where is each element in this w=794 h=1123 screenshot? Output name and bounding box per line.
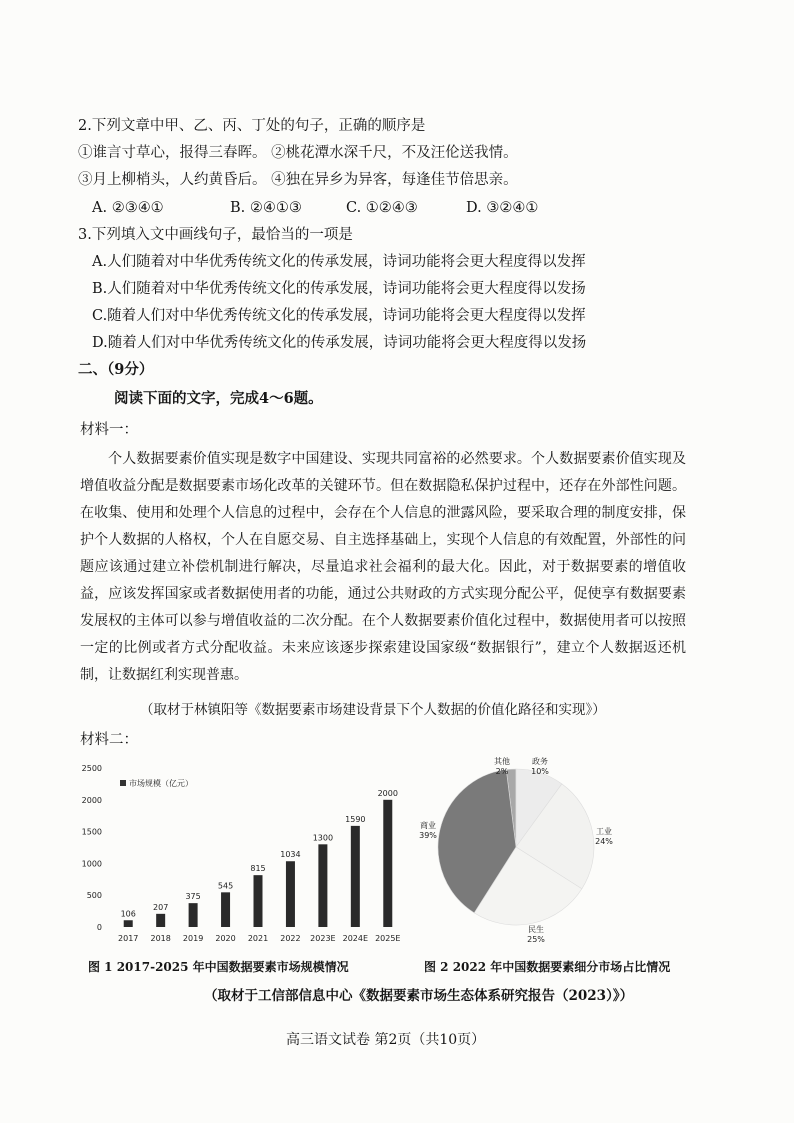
x-tick-label: 2018: [150, 934, 171, 943]
slice-label-qita: 其他: [494, 757, 510, 766]
x-tick-label: 2017: [118, 934, 139, 943]
q2-line2: ③月上柳梢头，人约黄昏后。 ④独在异乡为异客，每逢佳节倍思亲。: [78, 172, 518, 188]
bar-value-label: 106: [120, 909, 136, 919]
bar-value-label: 815: [250, 864, 266, 874]
bar: [156, 914, 165, 927]
bar-series: [121, 789, 398, 927]
bar-value-label: 207: [153, 902, 169, 912]
q3-option-c: C.随着人们对中华优秀传统文化的传承发展，诗词功能将会更大程度得以发挥: [92, 308, 586, 324]
figure1-caption: 图 1 2017-2025 年中国数据要素市场规模情况: [88, 960, 349, 974]
material1-label: 材料一：: [80, 422, 138, 438]
x-tick-label: 2022: [280, 934, 301, 943]
bar: [221, 892, 230, 927]
bar: [318, 844, 327, 927]
bar: [124, 920, 133, 927]
material1-source: （取材于林镇阳等《数据要素市场建设背景下个人数据的价值化路径和实现》）: [140, 702, 606, 718]
material1-body: [80, 446, 686, 689]
material1-text: 个人数据要素价值实现是数字中国建设、实现共同富裕的必然要求。个人数据要素价值实现及增值收益分配是数据要素市场化改革的关键环节。但在数据隐私保护过程中，还存在外部性问题。在收集、使用和处理个人信息的过程中，会存在个人信息的泄露风险，要采取合理的制度安排，保护个人数据的人格权，个人在自愿交易、自主选择基础上，实现个人信息的有效配置，外部性的问题应该通过建立补偿机制进行解决，尽量追求社会福利的最大化。因此，对于数据要素的增值收益，应该发挥国家或者数据使用者的功能，通过公共财政的方式实现分配公平，促使享有数据要素发展权的主体可以参与增值收益的二次分配。在个人数据要素价值化过程中，数据使用者可以按照一定的比例或者方式分配收益。未来应该逐步探索建设国家级“数据银行”，建立个人数据返还机制，让数据红利实现普惠。: [80, 451, 686, 683]
x-tick-label: 2019: [182, 934, 204, 943]
bar: [351, 826, 360, 927]
slice-label-gongye: 工业: [596, 827, 612, 836]
bar: [189, 903, 198, 927]
q2-option-b: B. ②④①③: [230, 200, 302, 216]
slice-label-shangye: 商业: [420, 821, 436, 830]
y-tick-label: 2500: [81, 764, 102, 773]
bar: [383, 800, 392, 927]
slice-pct-shangye: 39%: [419, 831, 437, 840]
bar: [286, 861, 295, 927]
slice-pct-qita: 2%: [495, 767, 509, 776]
bar-value-label: 1300: [312, 833, 334, 843]
pie-slices: [438, 769, 594, 925]
bar-value-label: 545: [217, 881, 234, 891]
y-axis-ticks: [82, 764, 102, 932]
legend-label: 市场规模（亿元）: [129, 779, 193, 788]
x-tick-label: 2025E: [375, 934, 401, 943]
q3-option-b: B.人们随着对中华优秀传统文化的传承发展，诗词功能将会更大程度得以发扬: [92, 281, 586, 297]
slice-label-zhengwu: 政务: [532, 757, 548, 766]
section2-instruction: 阅读下面的文字，完成4～6题。: [114, 390, 323, 407]
x-tick-label: 2024E: [342, 934, 369, 943]
material2-source: （取材于工信部信息中心《数据要素市场生态体系研究报告（2023）》）: [204, 988, 634, 1004]
pie-chart: [416, 752, 666, 952]
q2-option-c: C. ①②④③: [346, 200, 418, 216]
slice-pct-gongye: 24%: [595, 837, 613, 846]
x-tick-label: 2023E: [310, 934, 336, 943]
y-tick-label: 0: [96, 923, 102, 932]
bar: [254, 875, 263, 927]
q2-line1: ①谁言寸草心，报得三春晖。 ②桃花潭水深千尺，不及汪伦送我情。: [78, 145, 518, 161]
page-footer: 高三语文试卷 第2页（共10页）: [286, 1032, 486, 1048]
material2-label: 材料二：: [80, 732, 138, 748]
slice-label-minsheng: 民生: [528, 925, 544, 934]
bar-value-label: 1590: [345, 814, 366, 824]
q3-option-a: A.人们随着对中华优秀传统文化的传承发展，诗词功能将会更大程度得以发挥: [92, 254, 586, 270]
bar-value-label: 1034: [280, 850, 301, 860]
legend-swatch: [120, 780, 126, 786]
bar-chart: [72, 760, 412, 950]
q2-stem: 2.下列文章中甲、乙、丙、丁处的句子，正确的顺序是: [78, 118, 426, 134]
q3-stem: 3.下列填入文中画线句子，最恰当的一项是: [78, 227, 353, 243]
bar-value-label: 375: [185, 892, 201, 902]
figure2-caption: 图 2 2022 年中国数据要素细分市场占比情况: [424, 960, 671, 974]
x-tick-label: 2020: [215, 934, 236, 943]
bar-value-label: 2000: [377, 788, 398, 798]
x-tick-label: 2021: [247, 934, 269, 943]
q3-option-d: D.随着人们对中华优秀传统文化的传承发展，诗词功能将会更大程度得以发扬: [92, 335, 587, 351]
y-tick-label: 1500: [81, 827, 102, 837]
q2-option-a: A. ②③④①: [92, 200, 164, 216]
y-tick-label: 500: [86, 891, 102, 901]
slice-pct-minsheng: 25%: [527, 935, 545, 944]
y-tick-label: 2000: [81, 795, 102, 805]
q2-option-d: D. ③②④①: [466, 200, 539, 216]
y-tick-label: 1000: [81, 859, 102, 869]
x-axis-ticks: [118, 934, 400, 943]
slice-pct-zhengwu: 10%: [531, 767, 549, 776]
section2-heading: 二、（9分）: [78, 361, 154, 378]
